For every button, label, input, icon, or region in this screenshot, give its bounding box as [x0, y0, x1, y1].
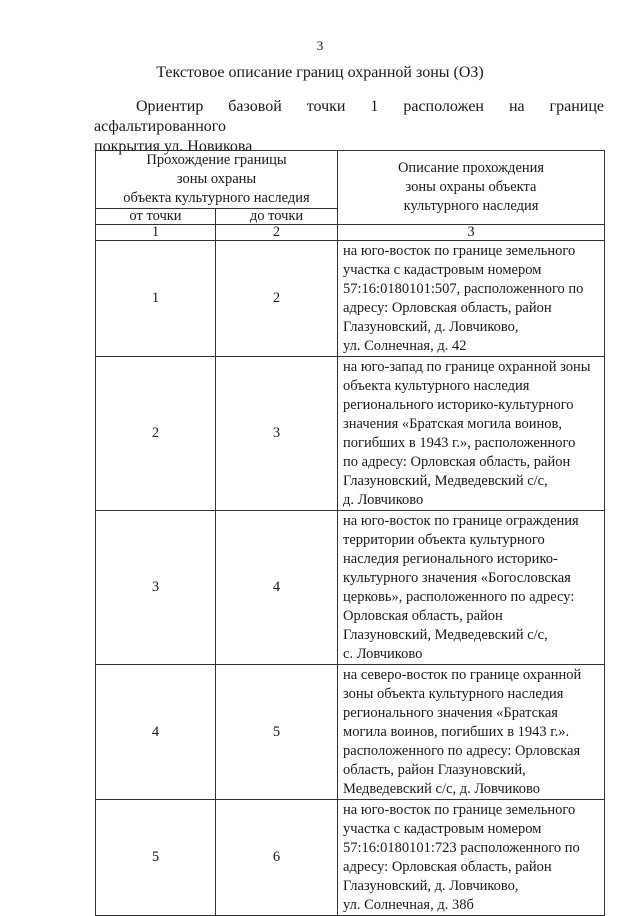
header-desc-line: Описание прохождения — [397, 160, 545, 176]
description-line: Медведевский с/с, д. Ловчиково — [343, 781, 540, 797]
description-line: объекта культурного наследия — [343, 378, 530, 394]
header-group-line: зоны охраны — [176, 171, 257, 187]
page-number: 3 — [316, 38, 324, 53]
description-line: Глазуновский, д. Ловчиково, — [343, 319, 519, 335]
description-line: расположенного по адресу: Орловская — [343, 743, 581, 759]
header-from-point: от точки — [96, 209, 216, 225]
description-line: регионального значения «Братская — [343, 705, 558, 721]
description-line: участка с кадастровым номером — [343, 262, 542, 278]
description-line: по адресу: Орловская область, район — [343, 454, 571, 470]
description-line: церковь», расположенного по адресу: — [343, 589, 575, 605]
table-row — [96, 357, 605, 511]
to-point-cell: 3 — [216, 357, 338, 511]
description-line: д. Ловчиково — [343, 492, 424, 508]
from-point-cell: 3 — [96, 511, 216, 665]
description-line: Глазуновский, Медведевский с/с, — [343, 627, 548, 643]
description-cell — [338, 665, 605, 800]
table-row — [96, 665, 605, 800]
header-desc-line: культурного наследия — [403, 198, 539, 214]
description-line: культурного значения «Богословская — [343, 570, 571, 586]
intro-line-2: покрытия ул. Новикова — [94, 138, 253, 155]
description-line: наследия регионального историко- — [343, 551, 558, 567]
description-line: могила воинов, погибших в 1943 г.». — [343, 724, 570, 740]
column-number: 1 — [96, 225, 216, 241]
description-line: с. Ловчиково — [343, 646, 423, 662]
description-line: адресу: Орловская область, район — [343, 300, 552, 316]
boundary-table — [95, 150, 605, 916]
document-title: Текстовое описание границ охранной зоны (ОЗ) — [156, 64, 484, 81]
header-to-point: до точки — [216, 209, 338, 225]
column-number-row — [96, 225, 605, 241]
header-group-line: объекта культурного наследия — [123, 190, 310, 206]
column-number: 3 — [338, 225, 605, 241]
header-row — [96, 151, 605, 209]
description-line: значения «Братская могила воинов, — [343, 416, 562, 432]
intro-line-1: Ориентир базовой точки 1 расположен на границе асфальтированного — [94, 98, 604, 135]
description-line: Глазуновский, д. Ловчиково, — [343, 878, 519, 894]
description-line: зоны объекта культурного наследия — [343, 686, 564, 702]
header-desc-line: зоны охраны объекта — [405, 179, 537, 195]
column-number: 2 — [216, 225, 338, 241]
description-cell — [338, 511, 605, 665]
header-description — [338, 151, 605, 225]
from-point-cell: 1 — [96, 241, 216, 357]
description-line: Орловская область, район — [343, 608, 503, 624]
from-point-cell: 2 — [96, 357, 216, 511]
to-point-cell: 5 — [216, 665, 338, 800]
description-line: адресу: Орловская область, район — [343, 859, 552, 875]
table-row — [96, 800, 605, 916]
description-line: на юго-восток по границе ограждения — [343, 513, 579, 529]
description-cell — [338, 357, 605, 511]
to-point-cell: 2 — [216, 241, 338, 357]
description-line: ул. Солнечная, д. 38б — [343, 897, 474, 913]
description-cell — [338, 241, 605, 357]
header-boundary-group — [96, 151, 338, 209]
description-line: 57:16:0180101:507, расположенного по — [343, 281, 584, 297]
to-point-cell: 6 — [216, 800, 338, 916]
description-line: участка с кадастровым номером — [343, 821, 542, 837]
description-line: ул. Солнечная, д. 42 — [343, 338, 467, 354]
description-line: на юго-восток по границе земельного — [343, 802, 576, 818]
table-row — [96, 241, 605, 357]
description-line: регионального историко-культурного — [343, 397, 574, 413]
to-point-cell: 4 — [216, 511, 338, 665]
table-row — [96, 511, 605, 665]
from-point-cell: 5 — [96, 800, 216, 916]
description-line: территории объекта культурного — [343, 532, 545, 548]
description-line: 57:16:0180101:723 расположенного по — [343, 840, 580, 856]
from-point-cell: 4 — [96, 665, 216, 800]
description-cell — [338, 800, 605, 916]
description-line: на юго-восток по границе земельного — [343, 243, 576, 259]
description-line: Глазуновский, Медведевский с/с, — [343, 473, 548, 489]
description-line: на северо-восток по границе охранной — [343, 667, 582, 683]
description-line: область, район Глазуновский, — [343, 762, 526, 778]
description-line: погибших в 1943 г.», расположенного — [343, 435, 576, 451]
intro-paragraph — [94, 97, 604, 157]
header-group-line: Прохождение границы — [146, 152, 287, 168]
description-line: на юго-запад по границе охранной зоны — [343, 359, 591, 375]
